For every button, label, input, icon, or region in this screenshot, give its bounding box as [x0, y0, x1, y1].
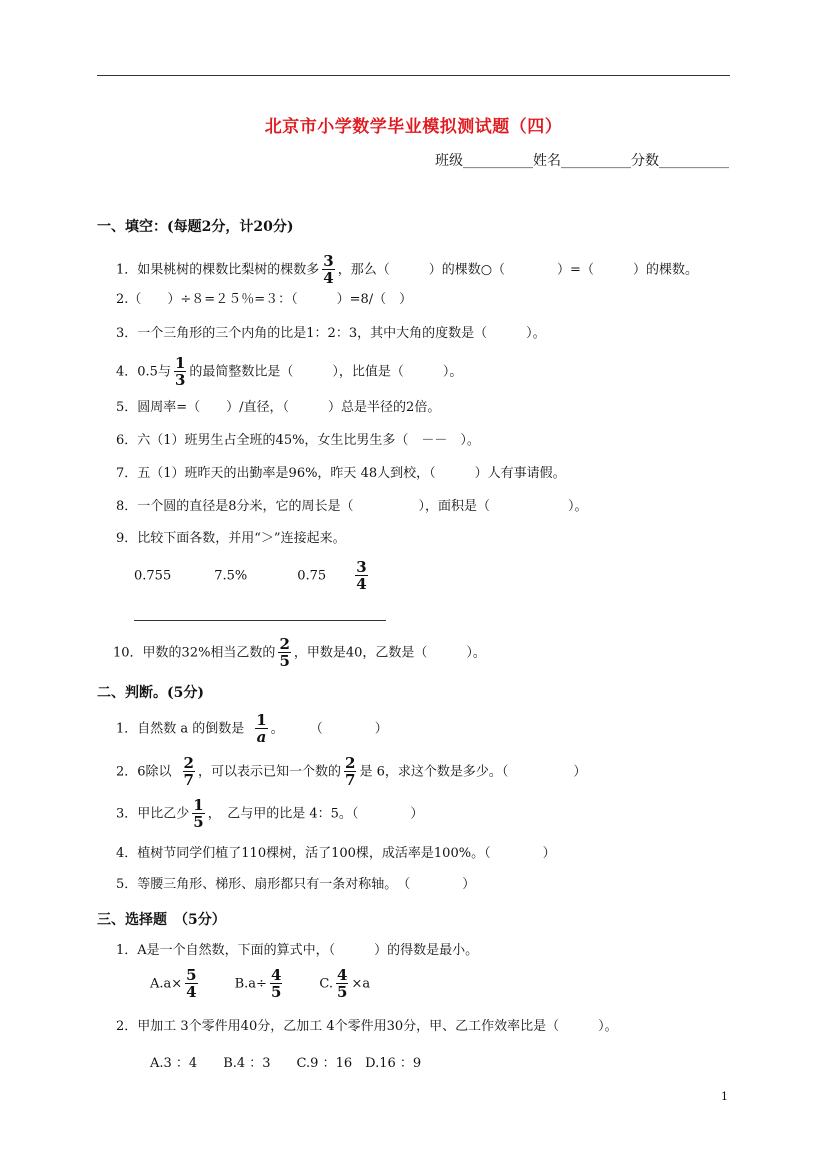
fraction	[344, 756, 356, 788]
question-text: ，甲数是40，乙数是（ ）。	[293, 645, 486, 661]
question-text: ，那么（ ）的棵数○（ ）=（ ）的棵数。	[337, 262, 698, 278]
class-label: 班级	[435, 153, 463, 169]
question-text: 1．自然数 a 的倒数是	[116, 721, 245, 737]
option-a[interactable]: A.a×	[150, 976, 183, 992]
top-rule	[97, 75, 730, 76]
judge-1	[116, 713, 388, 745]
name-blank[interactable]: __________	[561, 153, 631, 169]
fraction	[255, 713, 267, 745]
score-blank[interactable]: __________	[659, 153, 729, 169]
denominator: 5	[193, 813, 204, 831]
question-text: 2．6除以	[116, 764, 172, 780]
question-1-1	[116, 254, 698, 286]
question-1-2: 2.（ ）÷８=２５％=３：（ ）=8/（ ）	[116, 292, 413, 307]
question-1-7: 7．五（1）班昨天的出勤率是96%，昨天 48人到校，（ ）人有事请假。	[116, 466, 566, 481]
question-1-9: 9．比较下面各数，并用“＞”连接起来。	[116, 531, 346, 546]
numerator: 4	[337, 966, 348, 984]
score-label: 分数	[631, 153, 659, 169]
denominator: 4	[186, 983, 197, 1001]
answer-line[interactable]	[134, 620, 386, 621]
numerator: 2	[279, 635, 290, 653]
question-text: 10．甲数的32%相当乙数的	[113, 645, 276, 661]
choice-2-options[interactable]: A.3 ：4 B.4 ：3 C.9 ：16 D.16 ：9	[150, 1056, 422, 1071]
question-1-5: 5．圆周率=（ ）/直径，（ ）总是半径的2倍。	[116, 400, 441, 415]
section-multiple-choice: 三、选择题 （5分）	[97, 912, 226, 928]
question-1-10	[113, 637, 486, 669]
question-text: 3．甲比乙少	[116, 806, 190, 822]
numerator: 3	[356, 558, 367, 576]
fraction	[336, 968, 348, 1000]
question-text: 。 （ ）	[270, 721, 388, 737]
option-c[interactable]: C.	[319, 976, 334, 992]
numerator: 1	[193, 796, 204, 814]
number-item: 0.755	[134, 568, 172, 584]
question-1-3: 3．一个三角形的三个内角的比是1：2：3，其中大角的度数是（ ）。	[116, 326, 546, 341]
section-true-false: 二、判断。(5分)	[97, 685, 204, 701]
number-item: 0.75	[297, 568, 327, 584]
denominator: 4	[356, 575, 367, 593]
denominator: 7	[345, 771, 356, 789]
choice-2: 2．甲加工 3个零件用40分，乙加工 4个零件用30分，甲、乙工作效率比是（ ）。	[116, 1019, 618, 1034]
question-text: 1．如果桃树的棵数比梨树的棵数多	[116, 262, 320, 278]
question-1-8: 8．一个圆的直径是8分米，它的周长是（ ），面积是（ ）。	[116, 499, 588, 514]
number-item: 7.5%	[214, 568, 248, 584]
choice-1: 1．A是一个自然数，下面的算式中，（ ）的得数是最小。	[116, 943, 479, 958]
question-1-4	[116, 356, 462, 388]
numerator: 3	[323, 252, 334, 270]
fraction	[355, 560, 367, 592]
student-info	[435, 150, 729, 170]
numerator: 2	[345, 754, 356, 772]
class-blank[interactable]: __________	[463, 153, 533, 169]
option-b[interactable]: B.a÷	[234, 976, 267, 992]
numerator: 4	[270, 966, 282, 984]
fraction	[174, 356, 186, 388]
question-text: ，可以表示已知一个数的	[197, 764, 341, 780]
numerator: 1	[174, 354, 186, 372]
fraction	[322, 254, 334, 286]
option-c-tail: ×a	[351, 976, 371, 992]
denominator: 5	[270, 983, 282, 1001]
denominator: 5	[337, 983, 348, 1001]
name-label: 姓名	[533, 153, 561, 169]
fraction	[270, 968, 282, 1000]
judge-3	[116, 798, 423, 830]
judge-2	[116, 756, 586, 788]
denominator: 7	[183, 771, 194, 789]
denominator: 5	[279, 652, 290, 670]
section-fill-in: 一、填空：(每题2分，计20分)	[97, 219, 294, 235]
fraction	[183, 756, 195, 788]
numerator: 5	[186, 966, 197, 984]
question-text: 的最简整数比是（ ），比值是（ ）。	[189, 364, 463, 380]
question-1-6: 6．六（1）班男生占全班的45%，女生比男生多（ －－ ）。	[116, 433, 480, 448]
fraction	[192, 798, 204, 830]
page-title: 北京市小学数学毕业模拟测试题（四）	[264, 117, 563, 137]
question-text: 是 6，求这个数是多少。（ ）	[359, 764, 587, 780]
denominator: a	[256, 728, 267, 746]
choice-1-options	[150, 968, 370, 1000]
numerator: 2	[183, 754, 194, 772]
judge-4: 4．植树节同学们植了110棵树，活了100棵，成活率是100%。（ ）	[116, 846, 556, 861]
page-number: 1	[721, 1090, 728, 1103]
denominator: 4	[323, 269, 334, 287]
fraction	[185, 968, 197, 1000]
question-text: 4．0.5与	[116, 364, 171, 380]
compare-numbers	[134, 560, 371, 592]
judge-5: 5．等腰三角形、梯形、扇形都只有一条对称轴。 （ ）	[116, 877, 476, 892]
denominator: 3	[174, 371, 186, 389]
numerator: 1	[256, 711, 267, 729]
fraction	[278, 637, 290, 669]
question-text: ， 乙与甲的比是 4：5。（ ）	[207, 806, 424, 822]
